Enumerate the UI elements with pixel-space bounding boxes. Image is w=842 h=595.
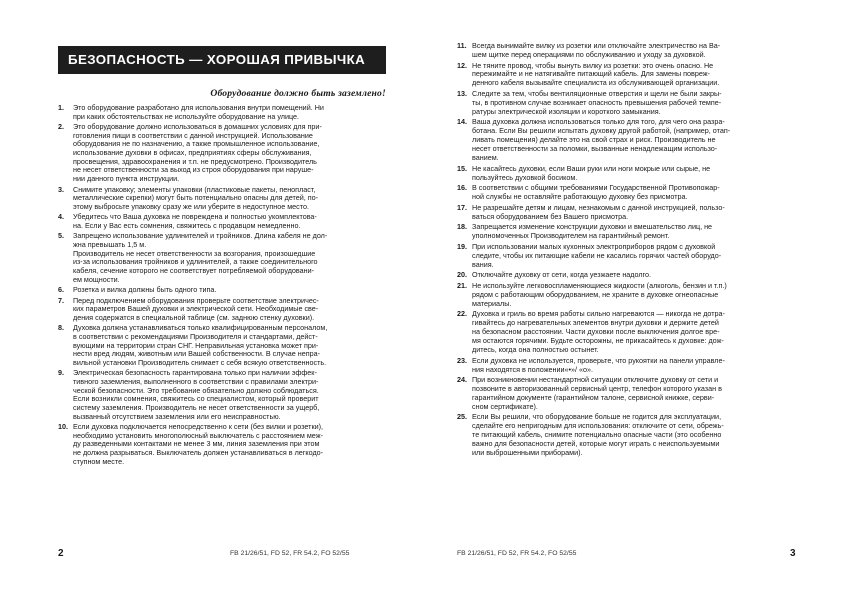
item-text: Снимите упаковку; элементы упаковки (пластиковые пакеты, пенопласт, металлические скрепки) могут быть потенциально опасны для детей, по- этому выбросьте упаковку сразу же или уберите в недоступное место. (73, 184, 319, 211)
item-text: Духовка должна устанавливаться только квалифицированным персоналом, в соответствии с рекомендациями Производителя и стандартами, дейст- вующими на территории стран СНГ. Неправильная установка может при- нести вред людям, животным или Вашей собственности. В случае непра- вильной установки Производитель снимает с себя всякую ответственность. (73, 323, 328, 367)
list-item (457, 223, 784, 241)
item-text: Это оборудование должно использоваться в домашних условиях для при- готовления пищи в соответствии с данной инструкцией. Использование оборудования не по назначению, а также промышленное использование, использование духовки в офисах, предприятиях сферы обслуживания, просвещения, здравоохранения и т.п. не предусмотрено. Производитель не несет ответственности за выход из строя оборудования при наруше- нии данного пункта инструкции. (73, 122, 322, 184)
list-item (58, 232, 386, 284)
list-item (457, 376, 784, 412)
list-item (457, 243, 784, 270)
item-number: 9. (58, 368, 64, 378)
item-text: Если духовка подключается непосредственно к сети (без вилки и розетки), необходимо установить многополюсный выключатель с расстоянием меж- ду разведенными контактами не менее 3 мм, линия заземления при этом не должна разрываться. Выключатель должен устанавливаться в легкодо- ступном месте. (73, 422, 324, 466)
item-text: При использовании малых кухонных электроприборов рядом с духовкой следите, чтобы их питающие кабели не касались горячих частей оборудо- вания. (472, 241, 722, 269)
list-item (58, 104, 386, 121)
right-page (421, 0, 842, 595)
grounding-warning: Оборудование должно быть заземлено! (210, 88, 386, 99)
page-number-right: 3 (790, 548, 796, 559)
item-number: 14. (457, 117, 467, 127)
list-item (457, 282, 784, 309)
item-number: 20. (457, 270, 467, 280)
item-number: 1. (58, 103, 64, 112)
item-number: 5. (58, 231, 64, 241)
list-item (58, 324, 386, 367)
item-text: Розетка и вилка должны быть одного типа. (73, 285, 217, 295)
item-text: Это оборудование разработано для использования внутри помещений. Ни при каких обстоятельствах не используйте оборудование на улице. (73, 103, 324, 121)
list-item (58, 123, 386, 184)
list-item (457, 90, 784, 117)
item-number: 18. (457, 222, 467, 232)
item-number: 7. (58, 295, 64, 305)
item-number: 15. (457, 163, 467, 173)
item-number: 24. (457, 375, 467, 385)
item-number: 17. (457, 202, 467, 212)
left-column (58, 46, 386, 468)
list-item (457, 357, 784, 375)
item-number: 23. (457, 355, 467, 365)
list-item (457, 62, 784, 89)
item-number: 13. (457, 88, 467, 98)
safety-list-right (457, 42, 784, 458)
item-text: Убедитесь что Ваша духовка не повреждена и полностью укомплектова- на. Если у Вас есть сомнения, свяжитесь с продавцом немедленно. (73, 212, 317, 230)
item-text: Электрическая безопасность гарантирована только при наличии эффек- тивного заземления, выполненного в соответствии с правилами электри- ческой безопасности. Это требование обязательно должно соблюдаться. Если возникли сомнения, свяжитесь со специалистом, который проверит систему заземления. Производитель не несет ответственности за ущерб, вызванный отсутствием заземления или его неисправностью. (73, 368, 320, 421)
item-text: Запрещается изменение конструкции духовки и вмешательство лиц, не уполномоченных Производителем на гарантийный ремонт. (472, 222, 713, 241)
item-number: 10. (58, 422, 68, 432)
right-column (457, 42, 784, 460)
item-number: 22. (457, 309, 467, 319)
item-number: 16. (457, 183, 467, 193)
list-item (457, 165, 784, 183)
list-item (457, 42, 784, 60)
list-item (457, 184, 784, 202)
item-text: Ваша духовка должна использоваться только для того, для чего она разра- ботана. Если Вы решили испытать духовку другой работой, (например, отап- ливать помещения) делайте это на свой страх и риск. Производитель не несет ответственности за поломки, вызванные ненадлежащим использо- ванием. (472, 117, 731, 163)
list-item (457, 118, 784, 163)
item-number: 25. (457, 412, 467, 422)
list-item (457, 413, 784, 458)
list-item (58, 369, 386, 421)
list-item (58, 297, 386, 323)
item-number: 8. (58, 323, 64, 333)
item-text: Духовка и гриль во время работы сильно нагреваются — никогда не дотра- гивайтесь до нагревательных элементов внутри духовки и держите детей на безопасном расстоянии. Части духовки после выключения долгое вре- мя остаются горячими. Будьте осторожны, не прикасайтесь к духовке: дож- дитесь, когда она полностью остынет. (472, 309, 725, 355)
item-number: 21. (457, 280, 467, 290)
item-text: Запрещено использование удлинителей и тройников. Длина кабеля не дол- жна превышать 1,5 м. Производитель не несет ответственности за возгорания, произошедшие из-за использования тройников и удлинителей, а также соединительного кабеля, сечение которого не соответствует потребляемой оборудовани- ем мощности. (73, 231, 328, 284)
list-item (457, 310, 784, 355)
item-number: 11. (457, 41, 467, 50)
list-item (58, 286, 386, 295)
item-text: Отключайте духовку от сети, когда уезжаете надолго. (472, 270, 651, 280)
model-footer-left: FB 21/26/51, FD 52, FR 54.2, FO 52/55 (230, 550, 350, 557)
item-number: 4. (58, 212, 64, 222)
item-text: При возникновении нестандартной ситуации отключите духовку от сети и позвоните в авторизованный сервисный центр, телефон которого указан в гарантийном документе (гарантийном талоне, сервисной книжке, серви- сном сертификате). (472, 375, 722, 411)
model-footer-right: FB 21/26/51, FD 52, FR 54.2, FO 52/55 (457, 550, 577, 557)
item-text: В соответствии с общими требованиями Государственной Противопожар- ной службы не оставляйте работающую духовку без присмотра. (472, 183, 720, 202)
item-number: 12. (457, 60, 467, 70)
item-text: Если Вы решили, что оборудование больше не годится для эксплуатации, сделайте его непригодным для использования: отключите от сети, обрежь- те питающий кабель, снимите потенциально опасные части (это особенно важно для безопасности детей, которые могут играть с неиспользуемыми или выброшенными приборами). (472, 412, 724, 458)
item-number: 19. (457, 241, 467, 251)
item-text: Не тяните провод, чтобы вынуть вилку из розетки: это очень опасно. Не пережимайте и не натягивайте питающий кабель. Для замены повреж- денного кабеля вызывайте специалиста из обслуживающей организации. (472, 60, 720, 88)
list-item (457, 204, 784, 222)
item-text: Всегда вынимайте вилку из розетки или отключайте электричество на Ва- шем щитке перед операциями по обслуживанию и уходу за духовкой. (472, 41, 721, 59)
list-item (457, 271, 784, 280)
item-text: Не разрешайте детям и лицам, незнакомым с данной инструкцией, пользо- ваться оборудованием без Вашего присмотра. (472, 202, 725, 221)
item-text: Не касайтесь духовки, если Ваши руки или ноги мокрые или сырые, не пользуйтесь духовкой босиком. (472, 163, 711, 182)
item-text: Не используйте легковоспламеняющиеся жидкости (алкоголь, бензин и т.п.) рядом с работающим оборудованием, не храните в духовке огнеопасные материалы. (472, 280, 727, 308)
list-item (58, 423, 386, 466)
page-number-left: 2 (58, 548, 64, 559)
item-text: Если духовка не используется, проверьте, что рукоятки на панели управле- ния находятся в положении«•»/ «о». (472, 355, 725, 374)
safety-list-left (58, 104, 386, 466)
item-text: Перед подключением оборудования проверьте соответствие электричес- ких параметров Вашей духовки и электрической сети. Необходимые све- дения содержатся в специальной таблице (см. заднюю стенку духовки). (73, 295, 319, 322)
item-number: 3. (58, 184, 64, 194)
item-number: 6. (58, 285, 64, 295)
item-number: 2. (58, 122, 64, 132)
list-item (58, 186, 386, 212)
item-text: Следите за тем, чтобы вентиляционные отверстия и щели не были закры- ты, в противном случае возникает опасность превышения рабочей темпе- ратуры электрической изоляции и короткого замыкания. (472, 88, 722, 116)
section-title-banner: БЕЗОПАСНОСТЬ — ХОРОШАЯ ПРИВЫЧКА (58, 46, 386, 74)
list-item (58, 213, 386, 230)
